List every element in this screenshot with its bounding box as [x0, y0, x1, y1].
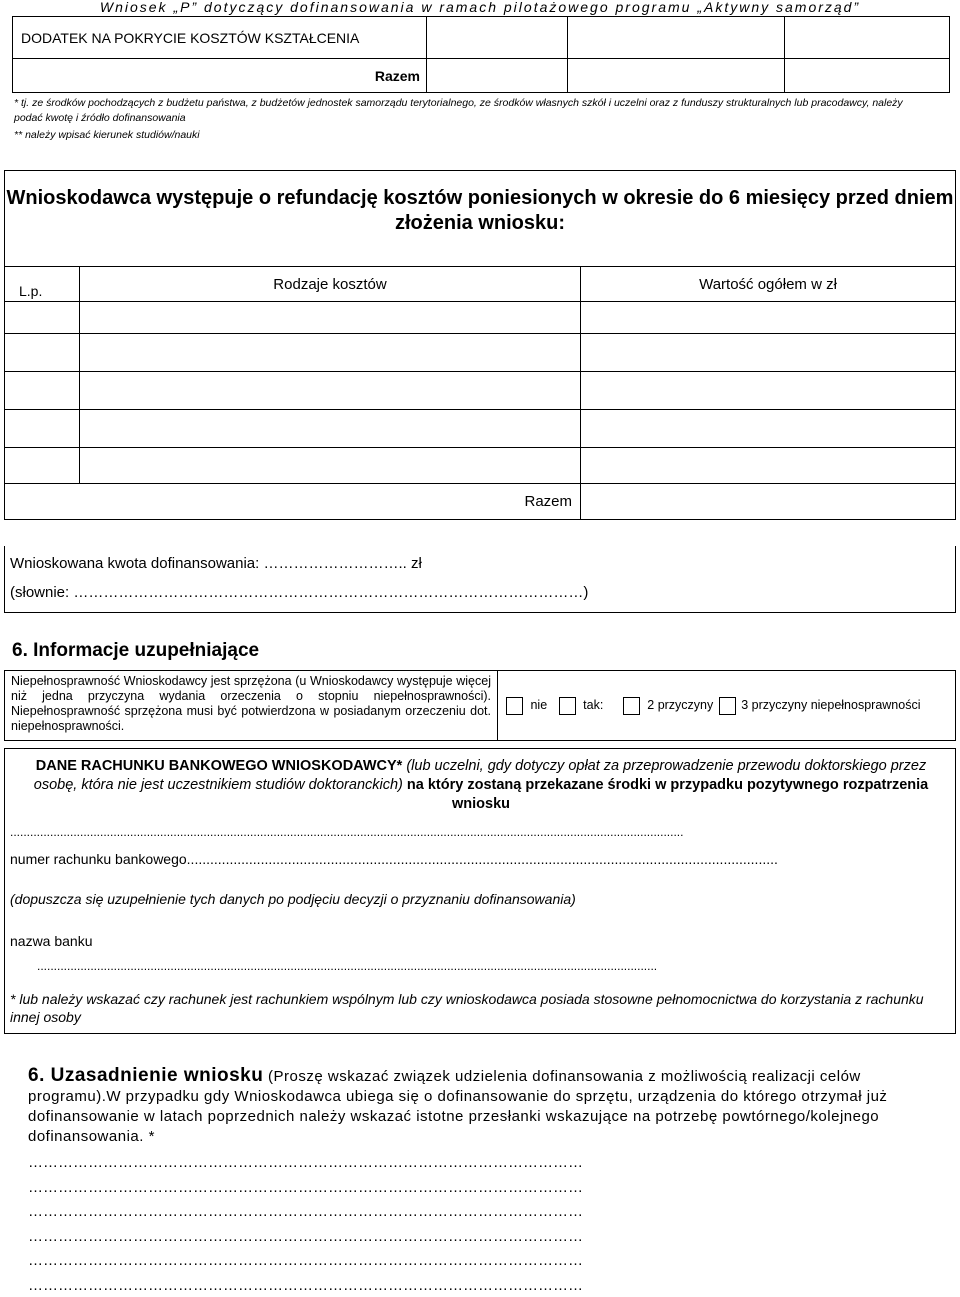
refund-cost-table — [4, 266, 956, 520]
bank-footnote: * lub należy wskazać czy rachunek jest rachunkiem wspólnym lub czy wnioskodawca posiada stosowne pełnomocnictwa do korzystania z rachunku innej osoby — [10, 991, 924, 1025]
addon-cell[interactable] — [427, 17, 568, 59]
justification-line[interactable]: ………………………………………………………………………………………………… — [28, 1227, 583, 1245]
table-row-lp[interactable] — [5, 448, 80, 484]
bank-name-field[interactable]: .......................................................................................................................................................................................... — [37, 959, 658, 973]
document-header: Wniosek „P” dotyczący dofinansowania w ramach pilotażowego programu „Aktywny samorząd” — [99, 0, 861, 15]
bank-heading — [25, 757, 937, 814]
yes-label: tak: — [583, 697, 604, 712]
addon-cost-table — [12, 16, 950, 93]
bank-name-label: nazwa banku — [10, 933, 93, 949]
disability-options — [498, 671, 956, 741]
disability-table — [4, 670, 956, 741]
table-row-type[interactable] — [80, 302, 581, 334]
footnote-star2: ** należy wpisać kierunek studiów/nauki — [14, 129, 200, 141]
bank-dots-line[interactable]: .......................................................................................................................................................................................................... — [10, 825, 684, 839]
col-lp-header: L.p. — [5, 267, 80, 302]
table-row-value[interactable] — [581, 372, 956, 410]
justification-line[interactable]: ………………………………………………………………………………………………… — [28, 1154, 583, 1171]
three-causes-checkbox[interactable] — [719, 697, 736, 715]
addon-title: DODATEK NA POKRYCIE KOSZTÓW KSZTAŁCENIA — [13, 17, 427, 59]
account-number-field[interactable]: numer rachunku bankowego........................................................................................................................................................ — [10, 851, 778, 867]
justification-text: (Proszę wskazać związek udzielenia dofinansowania z możliwością realizacji celów programu).W przypadku gdy Wnioskodawca ubiega się o dofinansowanie do sprzętu, urządzenia do którego otrzymał już dofinansowanie w latach poprzednich należy wskazać istotne przesłanki wskazujące na potrzebę powtórnego/kolejnego dofinansowania. * — [28, 1068, 888, 1145]
addon-total-cell[interactable] — [568, 59, 785, 93]
table-row-type[interactable] — [80, 410, 581, 448]
table-row-lp[interactable] — [5, 334, 80, 372]
yes-checkbox[interactable] — [559, 697, 576, 715]
table-row-lp[interactable] — [5, 410, 80, 448]
bank-heading-bold: DANE RACHUNKU BANKOWEGO WNIOSKODAWCY* — [35, 758, 403, 774]
refund-total-value[interactable] — [581, 484, 956, 520]
justification-line[interactable]: ………………………………………………………………………………………………… — [28, 1252, 583, 1269]
addon-cell[interactable] — [568, 17, 785, 59]
table-row-lp[interactable] — [5, 302, 80, 334]
justification-title: 6. Uzasadnienie wniosku — [28, 1065, 264, 1086]
col-value-header: Wartość ogółem w zł — [581, 267, 956, 302]
two-causes-checkbox[interactable] — [623, 697, 640, 715]
three-causes-label: 3 przyczyny niepełnosprawności — [741, 697, 921, 712]
bank-heading-bold2: na który zostaną przekazane środki w przypadku pozytywnego rozpatrzenia wniosku — [402, 777, 929, 812]
requested-amount-box — [4, 546, 956, 613]
table-row-type[interactable] — [80, 448, 581, 484]
refund-title: Wnioskodawca występuje o refundację kosztów poniesionych w okresie do 6 miesięcy przed dniem złożenia wniosku: — [6, 187, 954, 234]
supplement-note: (dopuszcza się uzupełnienie tych danych po podjęciu decyzji o przyznaniu dofinansowania) — [10, 891, 576, 907]
table-row-lp[interactable] — [5, 372, 80, 410]
table-row-value[interactable] — [581, 410, 956, 448]
bank-details-box — [4, 748, 956, 1034]
no-label: nie — [530, 697, 548, 712]
no-checkbox[interactable] — [506, 697, 523, 715]
table-row-type[interactable] — [80, 372, 581, 410]
refund-title-box — [4, 170, 956, 267]
addon-total-label: Razem — [13, 59, 427, 93]
requested-amount-label[interactable]: Wnioskowana kwota dofinansowania: ……………………….. zł — [10, 555, 422, 572]
justification-lines — [28, 1154, 943, 1297]
col-type-header: Rodzaje kosztów — [80, 267, 581, 302]
footnote-star1: * tj. ze środków pochodzących z budżetu państwa, z budżetów jednostek samorządu terytorialnego, ze środków własnych szkół i uczelni oraz z funduszy strukturalnych lub pracodawcy, należy podać kwotę i źródło dofinansowania — [14, 97, 903, 124]
amount-in-words-label[interactable]: (słownie: …………………………………………………………………………………………) — [10, 584, 589, 601]
additional-info-title: 6. Informacje uzupełniające — [12, 640, 260, 661]
justification-block — [28, 1066, 943, 1147]
table-row-type[interactable] — [80, 334, 581, 372]
table-row-value[interactable] — [581, 302, 956, 334]
bank-heading-italic: (lub uczelni, gdy dotyczy opłat za przeprowadzenie przewodu doktorskiego przez osobę, która nie jest uczestnikiem studiów doktoranckich) — [33, 758, 927, 793]
justification-line[interactable]: ………………………………………………………………………………………………… — [28, 1178, 583, 1196]
disability-description: Niepełnosprawność Wnioskodawcy jest sprzężona (u Wnioskodawcy występuje więcej niż jedna przyczyna wydania orzeczenia o stopniu niepełnosprawności). Niepełnosprawność sprzężona musi być potwierdzona w posiadanym orzeczeniu dot. niepełnosprawności. — [5, 671, 498, 741]
table-row-value[interactable] — [581, 448, 956, 484]
justification-line[interactable]: ………………………………………………………………………………………………… — [28, 1276, 583, 1294]
refund-total-label: Razem — [5, 484, 581, 520]
justification-line[interactable]: ………………………………………………………………………………………………… — [28, 1203, 583, 1220]
table-row-value[interactable] — [581, 334, 956, 372]
addon-total-cell[interactable] — [427, 59, 568, 93]
addon-total-cell[interactable] — [785, 59, 950, 93]
two-causes-label: 2 przyczyny — [647, 697, 714, 712]
addon-cell[interactable] — [785, 17, 950, 59]
